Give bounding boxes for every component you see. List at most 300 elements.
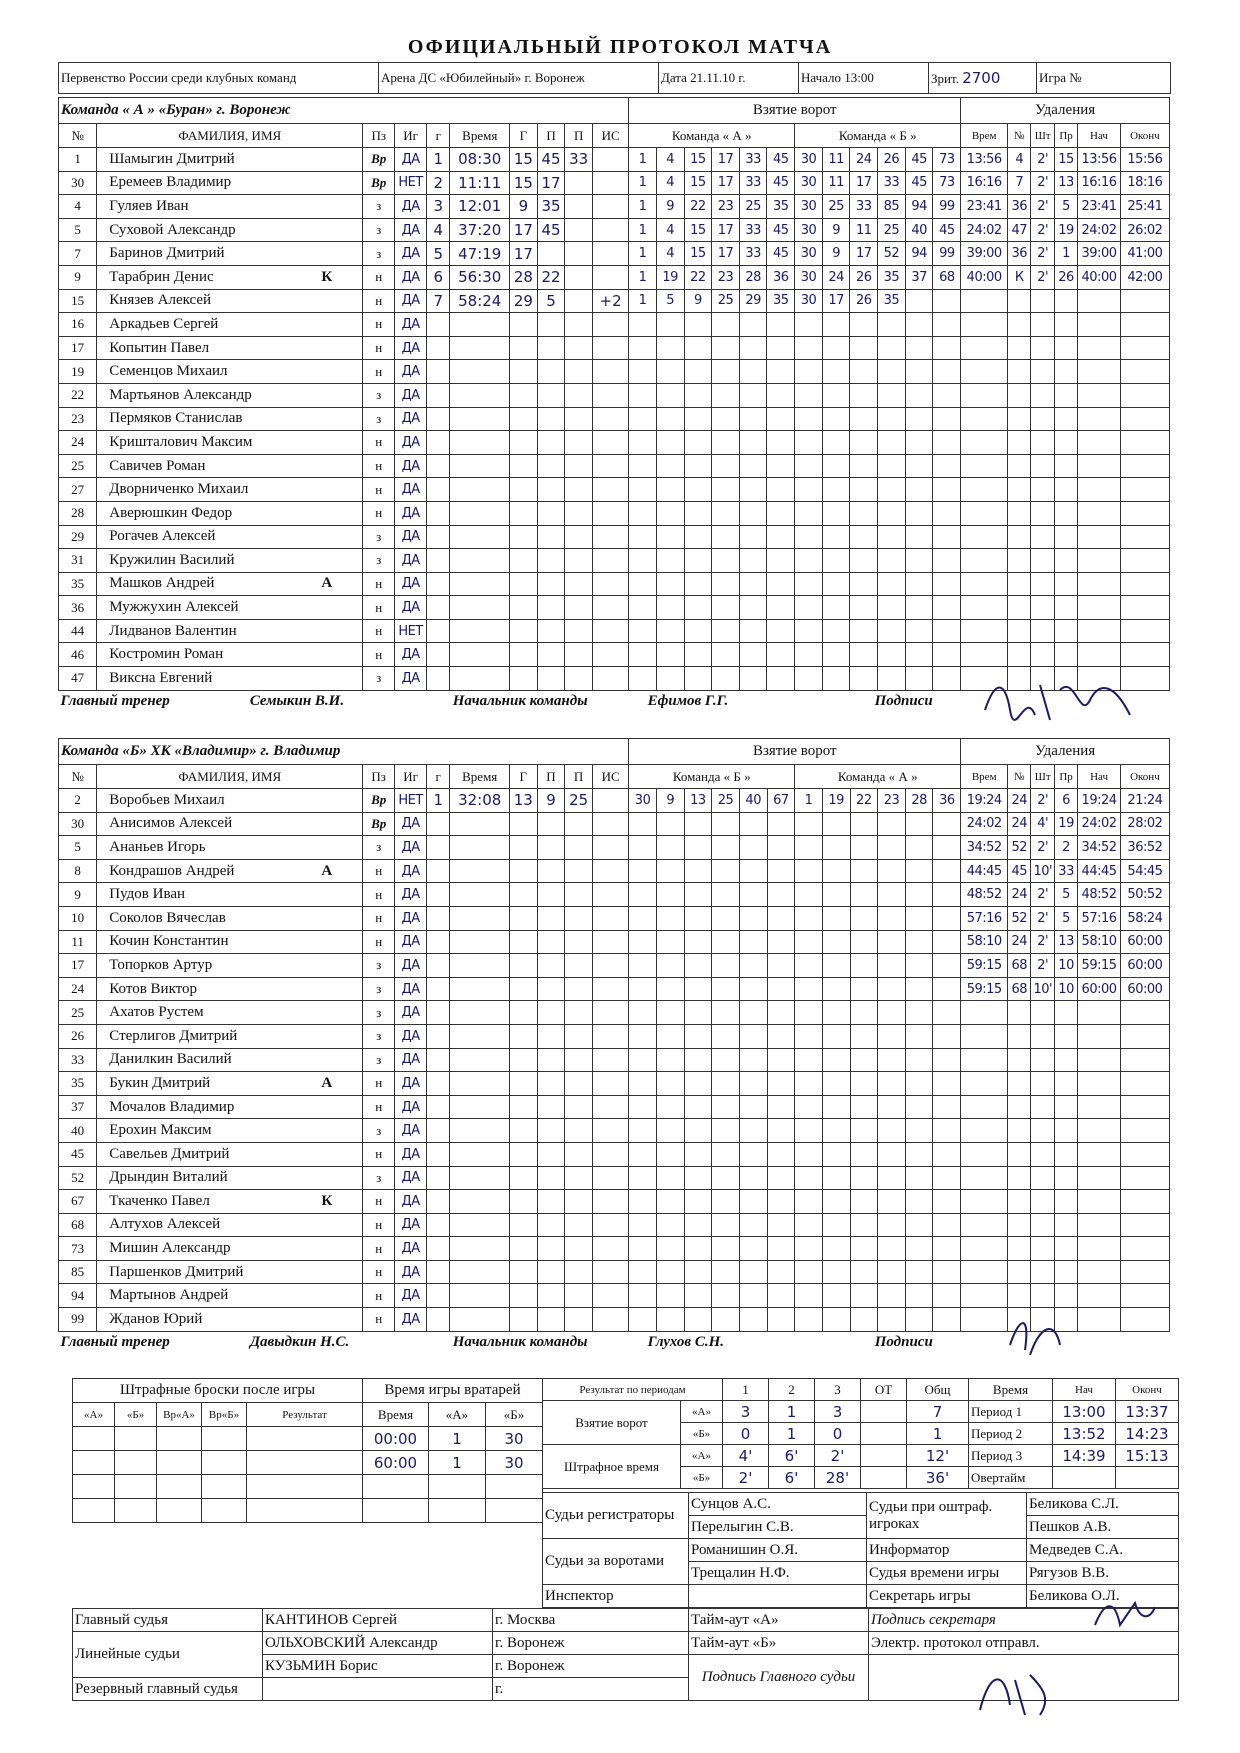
player-name: [97, 977, 363, 1001]
player-number: 73: [59, 1237, 97, 1261]
goal-g: [427, 643, 450, 667]
penalty-t: [961, 1095, 1008, 1119]
goal-g: [510, 336, 538, 360]
player-position: з: [363, 836, 395, 860]
penalty-t: [961, 1024, 1008, 1048]
goal-own-on-ice: [712, 360, 740, 384]
goal-time: [450, 1190, 510, 1214]
goal-opp-on-ice: [905, 930, 933, 954]
goal-p1: [537, 1237, 565, 1261]
goal-own-on-ice: [656, 1142, 684, 1166]
goal-own-on-ice: 33: [739, 218, 767, 242]
goal-is: [593, 643, 629, 667]
goal-own-on-ice: [712, 1024, 740, 1048]
goal-opp-on-ice: [795, 572, 823, 596]
goal-opp-on-ice: [933, 1190, 961, 1214]
penalty-t: [961, 336, 1008, 360]
player-row: [59, 431, 1170, 455]
period-value: 1: [769, 1401, 815, 1423]
goal-p2: [565, 572, 593, 596]
goal-time: [450, 619, 510, 643]
player-played: ДА: [395, 1072, 427, 1096]
linesman-1: ОЛЬХОВСКИЙ Александр: [263, 1632, 493, 1655]
goal-is: [592, 1001, 628, 1025]
goal-p1: [537, 431, 565, 455]
penalty-s: 40:00: [1078, 265, 1121, 289]
player-number: 2: [59, 789, 97, 813]
goal-own-on-ice: [739, 643, 767, 667]
goal-own-on-ice: [629, 383, 657, 407]
player-row: [59, 1166, 1170, 1190]
player-position: н: [363, 930, 395, 954]
penalty-s: 58:10: [1078, 930, 1121, 954]
goal-p1: [537, 1308, 565, 1332]
player-row: [59, 1190, 1170, 1214]
goal-opp-on-ice: [822, 906, 850, 930]
goal-own-on-ice: [767, 619, 795, 643]
goal-own-on-ice: [767, 643, 795, 667]
goal-opp-on-ice: [905, 501, 933, 525]
goal-opp-on-ice: 33: [878, 171, 906, 195]
goal-own-on-ice: 15: [684, 148, 712, 172]
goal-own-on-ice: [656, 1119, 684, 1143]
goal-own-on-ice: [712, 812, 740, 836]
goal-opp-on-ice: [850, 1166, 878, 1190]
goal-p2: [565, 1308, 593, 1332]
period-col: Общ: [907, 1379, 969, 1401]
timeout-b-label: Тайм-аут «Б»: [689, 1632, 869, 1655]
secretary-label: Секретарь игры: [867, 1585, 1027, 1608]
penalty-e: 42:00: [1120, 265, 1169, 289]
player-name: [97, 1119, 363, 1143]
goal-is: [592, 1024, 628, 1048]
player-name-text: Кришталович Максим: [109, 433, 253, 450]
penalty-t: 34:52: [961, 836, 1008, 860]
match-header: [58, 62, 1171, 94]
player-row: [59, 195, 1170, 219]
goal-p1: [537, 596, 565, 620]
period-time-row: [969, 1401, 1179, 1423]
goal-p2: [565, 454, 593, 478]
goal-opp-on-ice: [850, 930, 878, 954]
goal-opp-on-ice: [795, 667, 823, 691]
goal-opp-on-ice: [933, 977, 961, 1001]
player-name: [97, 431, 363, 455]
goal-g: [427, 383, 450, 407]
goal-opp-on-ice: [878, 1190, 906, 1214]
goal-p1: 45: [537, 148, 565, 172]
goal-own-on-ice: [684, 1213, 712, 1237]
spectators: [929, 63, 1037, 94]
goal-g: [510, 383, 538, 407]
period-value: [861, 1401, 907, 1423]
goal-p1: [537, 836, 565, 860]
goal-opp-on-ice: [822, 1284, 850, 1308]
goal-opp-on-ice: [795, 1213, 823, 1237]
goal-opp-on-ice: [822, 667, 850, 691]
player-number: 30: [59, 812, 97, 836]
goal-opp-on-ice: 30: [795, 218, 823, 242]
goal-own-on-ice: [739, 619, 767, 643]
goal-opp-on-ice: [878, 1142, 906, 1166]
player-name: [97, 1308, 363, 1332]
penalty-t: [961, 313, 1008, 337]
goal-opp-on-ice: 36: [933, 789, 961, 813]
goal-opp-on-ice: [878, 596, 906, 620]
goal-own-on-ice: [767, 407, 795, 431]
player-name-text: Рогачев Алексей: [109, 528, 216, 545]
team_b-col-pen-time: Врем: [961, 765, 1008, 789]
player-number: 35: [59, 572, 97, 596]
penalty-r: [1054, 431, 1077, 455]
goal-g: 15: [510, 148, 538, 172]
penalty-min: [1031, 383, 1054, 407]
player-played: ДА: [395, 1190, 427, 1214]
player-number: 23: [59, 407, 97, 431]
goal-own-on-ice: [767, 1190, 795, 1214]
player-position: з: [363, 549, 395, 573]
player-name: [97, 954, 363, 978]
player-played: ДА: [395, 265, 427, 289]
penalty-min: 2': [1031, 171, 1054, 195]
player-played: ДА: [395, 883, 427, 907]
goal-g: [427, 1213, 450, 1237]
goalie-time-table: [362, 1378, 543, 1523]
goal-time: [450, 360, 510, 384]
goal-own-on-ice: 17: [712, 171, 740, 195]
goal-g: [510, 549, 538, 573]
goal-own-on-ice: [656, 360, 684, 384]
penalty-no: [1008, 1166, 1031, 1190]
goal-own-on-ice: 15: [684, 242, 712, 266]
goal-time: [450, 1237, 510, 1261]
player-name-text: Копытин Павел: [109, 339, 210, 356]
player-number: 19: [59, 360, 97, 384]
goal-g: [509, 977, 537, 1001]
goal-g: [427, 1072, 450, 1096]
goal-is: [592, 1048, 628, 1072]
goal-opp-on-ice: [905, 596, 933, 620]
goal-opp-on-ice: 25: [822, 195, 850, 219]
shootout-table: [72, 1378, 363, 1523]
goal-opp-on-ice: [905, 1142, 933, 1166]
inspector-label: Инспектор: [543, 1585, 689, 1608]
goal-own-on-ice: [712, 930, 740, 954]
player-position: н: [363, 265, 395, 289]
goal-is: [592, 930, 628, 954]
player-number: 94: [59, 1284, 97, 1308]
goal-own-on-ice: 9: [656, 195, 684, 219]
goal-opp-on-ice: [933, 812, 961, 836]
penalty-s: [1078, 1095, 1121, 1119]
goal-own-on-ice: [739, 1072, 767, 1096]
penalty-e: [1120, 1024, 1169, 1048]
goal-own-on-ice: 22: [684, 265, 712, 289]
player-number: 9: [59, 883, 97, 907]
player-played: ДА: [395, 1142, 427, 1166]
goal-own-on-ice: [767, 454, 795, 478]
goal-opp-on-ice: [933, 1048, 961, 1072]
penalty-r: 2: [1054, 836, 1077, 860]
main-referee-city: г. Москва: [493, 1609, 689, 1632]
penalty-e: [1120, 1119, 1169, 1143]
player-number: 33: [59, 1048, 97, 1072]
shootout-col: «А»: [73, 1403, 115, 1427]
penalty-t: [961, 1166, 1008, 1190]
penalty-no: 68: [1008, 977, 1031, 1001]
goal-own-on-ice: [629, 859, 657, 883]
spectators-label: Зрит.: [931, 71, 959, 86]
player-played: ДА: [395, 572, 427, 596]
goal-g: [510, 313, 538, 337]
player-name-text: Мочалов Владимир: [109, 1098, 235, 1115]
goal-opp-on-ice: [795, 930, 823, 954]
player-name-text: Савичев Роман: [109, 457, 206, 474]
goal-p1: [537, 478, 565, 502]
goal-is: [592, 1166, 628, 1190]
goal-own-on-ice: [656, 859, 684, 883]
goal-is: [593, 336, 629, 360]
player-name-text: Семенцов Михаил: [109, 363, 228, 380]
player-name: [97, 1142, 363, 1166]
penalty-no: [1008, 643, 1031, 667]
goal-opp-on-ice: [822, 1095, 850, 1119]
period-start: 13:52: [1053, 1423, 1116, 1445]
goal-own-on-ice: [712, 501, 740, 525]
penalty-r: [1054, 478, 1077, 502]
player-name: [97, 549, 363, 573]
team_b-label: Команда «Б»: [61, 743, 147, 759]
goal-opp-on-ice: [822, 431, 850, 455]
goal-p2: [565, 1001, 593, 1025]
goal-own-on-ice: [656, 1237, 684, 1261]
player-name: [97, 289, 363, 313]
goal-opp-on-ice: [850, 525, 878, 549]
goal-own-on-ice: [767, 1308, 795, 1332]
goal-own-on-ice: [656, 454, 684, 478]
goal-own-on-ice: [767, 383, 795, 407]
timekeeper: Рягузов В.В.: [1027, 1562, 1179, 1585]
team_a-label: Команда « А »: [61, 102, 155, 118]
goal-opp-on-ice: [795, 478, 823, 502]
player-name-text: Костромин Роман: [109, 646, 224, 663]
penalty-e: [1120, 596, 1169, 620]
player-row: [59, 171, 1170, 195]
penalty-min: [1031, 596, 1054, 620]
penalty-t: [961, 596, 1008, 620]
team_b-col-time: Время: [450, 765, 510, 789]
goal-p1: [537, 977, 565, 1001]
penalty-min: [1031, 572, 1054, 596]
goal-opp-on-ice: [850, 954, 878, 978]
goal-p2: [565, 360, 593, 384]
player-row: [59, 289, 1170, 313]
penalty-min: [1031, 525, 1054, 549]
goal-own-on-ice: [712, 1190, 740, 1214]
goal-g: [510, 454, 538, 478]
player-number: 25: [59, 454, 97, 478]
team_b-col-pos: Пз: [363, 765, 395, 789]
goal-is: [593, 549, 629, 573]
goal-is: [592, 1072, 628, 1096]
goalie-time-title: Время игры вратарей: [363, 1379, 543, 1403]
player-name-text: Паршенков Дмитрий: [109, 1263, 244, 1280]
penalty-r: 5: [1054, 906, 1077, 930]
penalty-e: [1120, 1260, 1169, 1284]
player-row: [59, 977, 1170, 1001]
penalty-r: [1054, 1048, 1077, 1072]
penalty-min: 2': [1031, 789, 1054, 813]
goal-is: [592, 859, 628, 883]
goal-opp-on-ice: [905, 1190, 933, 1214]
goal-p1: [537, 619, 565, 643]
goal-opp-on-ice: 45: [905, 171, 933, 195]
goal-opp-on-ice: [795, 596, 823, 620]
goal-opp-on-ice: [905, 525, 933, 549]
team_a-col-pen-end: Оконч: [1120, 124, 1169, 148]
goal-opp-on-ice: [878, 859, 906, 883]
period-label: Период 1: [969, 1401, 1053, 1423]
player-name-text: Ткаченко Павел: [109, 1192, 210, 1209]
goal-own-on-ice: [629, 360, 657, 384]
goal-opp-on-ice: [795, 336, 823, 360]
goal-opp-on-ice: [933, 407, 961, 431]
team-manager-label: Начальник команды: [452, 1333, 588, 1350]
goal-g: [510, 501, 538, 525]
goal-own-on-ice: [712, 454, 740, 478]
player-row: [59, 265, 1170, 289]
goal-g: 3: [427, 195, 450, 219]
goal-opp-on-ice: [905, 667, 933, 691]
goal-p1: [537, 1119, 565, 1143]
period-value: [861, 1467, 907, 1489]
goal-opp-on-ice: [795, 1001, 823, 1025]
goal-own-on-ice: 9: [684, 289, 712, 313]
goal-own-on-ice: [684, 1072, 712, 1096]
player-name-text: Пудов Иван: [109, 886, 186, 903]
goal-opp-on-ice: [933, 525, 961, 549]
goal-opp-on-ice: [822, 859, 850, 883]
player-position: з: [363, 977, 395, 1001]
goal-own-on-ice: 17: [712, 148, 740, 172]
penalty-e: 21:24: [1120, 789, 1169, 813]
goal-opp-on-ice: [933, 667, 961, 691]
team_a-col-own-team: Команда « А »: [629, 124, 795, 148]
goal-opp-on-ice: [933, 1237, 961, 1261]
page-title: ОФИЦИАЛЬНЫЙ ПРОТОКОЛ МАТЧА: [407, 36, 833, 58]
penalty-s: 57:16: [1078, 906, 1121, 930]
team-manager-label: Начальник команды: [452, 692, 588, 709]
goal-opp-on-ice: [822, 1213, 850, 1237]
player-name-text: Алтухов Алексей: [109, 1216, 221, 1233]
goal-opp-on-ice: [850, 313, 878, 337]
penalty-e: 60:00: [1120, 954, 1169, 978]
player-number: 25: [59, 1001, 97, 1025]
period-time-row: [969, 1467, 1179, 1489]
player-position: з: [363, 1024, 395, 1048]
linesman-1-city: г. Воронеж: [493, 1632, 689, 1655]
player-name-text: Тарабрин Денис: [109, 268, 214, 285]
goal-p2: [565, 407, 593, 431]
penalty-min: [1031, 1001, 1054, 1025]
goal-own-on-ice: [712, 906, 740, 930]
goal-opp-on-ice: [795, 836, 823, 860]
player-name-text: Виксна Евгений: [109, 669, 213, 686]
spectators-value: 2700: [962, 69, 1001, 87]
penalty-r: [1054, 313, 1077, 337]
goal-time: [450, 1024, 510, 1048]
goal-opp-on-ice: [933, 501, 961, 525]
player-position: з: [363, 1166, 395, 1190]
penalty-s: [1078, 1284, 1121, 1308]
goal-own-on-ice: [629, 883, 657, 907]
goal-own-on-ice: [629, 478, 657, 502]
goal-opp-on-ice: [850, 572, 878, 596]
goal-own-on-ice: [629, 1166, 657, 1190]
penalty-r: 26: [1054, 265, 1077, 289]
goal-time: [450, 906, 510, 930]
goal-p1: [537, 1024, 565, 1048]
goal-opp-on-ice: [795, 501, 823, 525]
goal-own-on-ice: [712, 954, 740, 978]
goal-opp-on-ice: [878, 501, 906, 525]
goal-opp-on-ice: [933, 1308, 961, 1332]
goal-g: [427, 1237, 450, 1261]
goal-opp-on-ice: [850, 1284, 878, 1308]
goal-opp-on-ice: [878, 812, 906, 836]
reserve-referee-city: г.: [493, 1678, 689, 1701]
penalty-min: [1031, 1166, 1054, 1190]
player-played: ДА: [395, 1166, 427, 1190]
player-played: НЕТ: [395, 789, 427, 813]
goal-opp-on-ice: [795, 1142, 823, 1166]
goal-opp-on-ice: [850, 1142, 878, 1166]
team_a-col-no: №: [59, 124, 97, 148]
penalty-no: [1008, 336, 1031, 360]
team-tag: «Б»: [681, 1423, 723, 1445]
team_b-title: [59, 739, 629, 765]
player-row: [59, 242, 1170, 266]
goal-opp-on-ice: [850, 1048, 878, 1072]
player-number: 52: [59, 1166, 97, 1190]
goal-g: [509, 1095, 537, 1119]
goal-p1: [537, 313, 565, 337]
penalty-s: [1078, 1308, 1121, 1332]
goal-own-on-ice: [767, 1260, 795, 1284]
goal-opp-on-ice: 68: [933, 265, 961, 289]
penalty-r: [1054, 619, 1077, 643]
goal-own-on-ice: [629, 836, 657, 860]
penalty-no: [1008, 289, 1031, 313]
goal-own-on-ice: [767, 1213, 795, 1237]
goal-own-on-ice: [656, 407, 684, 431]
goal-opp-on-ice: [878, 954, 906, 978]
goal-own-on-ice: [656, 954, 684, 978]
goal-opp-on-ice: 30: [795, 171, 823, 195]
goal-time: [450, 407, 510, 431]
player-played: НЕТ: [395, 619, 427, 643]
goal-own-on-ice: [656, 643, 684, 667]
penalty-t: [961, 525, 1008, 549]
goal-own-on-ice: [739, 1166, 767, 1190]
goal-is: [592, 1119, 628, 1143]
penalty-no: [1008, 1237, 1031, 1261]
penalty-no: 7: [1008, 171, 1031, 195]
goal-p2: [565, 265, 593, 289]
player-row: [59, 789, 1170, 813]
penalty-e: 54:45: [1120, 859, 1169, 883]
goal-time: [450, 1308, 510, 1332]
